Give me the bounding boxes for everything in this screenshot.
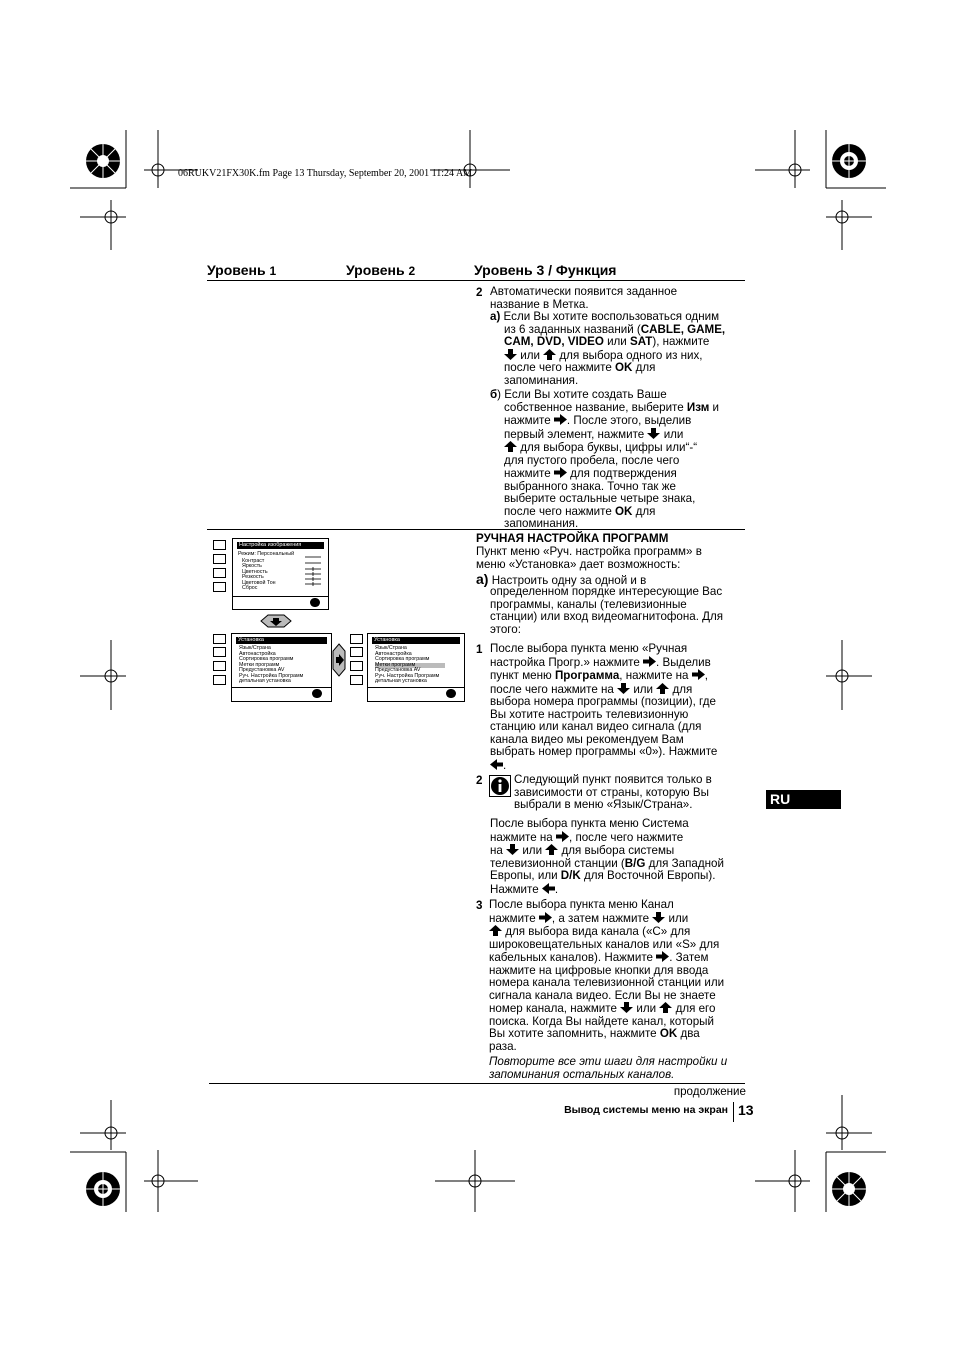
up-arrow-icon: [545, 844, 558, 855]
setup-menu-screen-selected: [367, 633, 465, 702]
right-arrow-icon: [556, 831, 569, 842]
option-b: б) Если Вы хотите создать Ваше: [490, 388, 667, 401]
timer-icon: [213, 661, 226, 671]
menu-item: Предустановка AV: [239, 667, 285, 673]
option-a-continued: из 6 заданных названий (CABLE, GAME, CAM, DVD, VIDEO или SAT), нажмите или для выбора одного из них, после чего нажмите OK для запоминания.: [504, 322, 726, 387]
menu-title: Установка: [372, 637, 460, 644]
menu-item: Предустановка AV: [375, 667, 421, 673]
file-info: 06RUKV21FX30K.fm Page 13 Thursday, September 20, 2001 11:24 AM: [178, 168, 473, 179]
menu-item: Руч. Настройка Программ: [375, 672, 440, 679]
info-icon: [489, 775, 511, 797]
footer-divider: [733, 1102, 734, 1122]
section-rule: [207, 529, 745, 530]
level3-heading: Уровень 3 / Функция: [474, 262, 617, 278]
sound-icon: [213, 647, 226, 657]
ok-badge-icon: [446, 689, 456, 698]
step2-text: Автоматически появится заданное название в Метка.: [490, 285, 678, 311]
setup-icon: [213, 582, 226, 592]
down-arrow-icon: [647, 428, 660, 439]
option-a-manual-continued: определенном порядке интересующие Вас программы, каналы (телевизионные станции) или вход видеомагнитофона. Для этого:: [490, 585, 724, 636]
step-number: 1: [476, 643, 483, 656]
sound-icon: [350, 647, 363, 657]
setup-icon: [350, 675, 363, 685]
menu-item: детальная установка: [239, 678, 291, 684]
section-title: РУЧНАЯ НАСТРОЙКА ПРОГРАММ: [476, 532, 669, 545]
menu-item: Контраст: [242, 557, 265, 564]
header-rule: [207, 280, 745, 281]
menu-item: Язык/Страна: [239, 645, 271, 651]
menu-item: Автонастройка: [375, 650, 412, 657]
menu-item: Резкость: [242, 574, 264, 580]
step-number: 2: [476, 286, 483, 299]
right-arrow-icon: [656, 951, 669, 962]
menu-item: Автонастройка: [239, 650, 276, 657]
footer-section-title: Вывод системы меню на экран: [564, 1104, 728, 1116]
setup-menu-screen: [231, 633, 332, 702]
page-number: 13: [738, 1102, 754, 1118]
menu-item: детальная установка: [375, 678, 427, 684]
menu-item: Руч. Настройка Программ: [239, 672, 304, 679]
right-arrow-icon: [643, 656, 656, 667]
picture-icon: [213, 634, 226, 644]
step-number: 2: [476, 774, 483, 787]
picture-menu-screen: [232, 538, 329, 610]
menu-item: Сброс: [242, 585, 258, 591]
up-arrow-icon: [656, 683, 669, 694]
menu-item: Сортировка программ: [375, 656, 430, 662]
menu-item: Язык/Страна: [375, 645, 407, 651]
menu-item: Яркость: [242, 563, 262, 569]
menu-item: Цветность: [242, 568, 268, 575]
timer-icon: [213, 568, 226, 578]
down-arrow-icon: [620, 1002, 633, 1013]
up-arrow-icon: [504, 441, 517, 452]
level2-heading: Уровень 2: [346, 262, 416, 278]
right-arrow-icon: [692, 669, 705, 680]
menu-item: Метки программ: [239, 661, 280, 668]
menu-title: Настройка изображения: [237, 542, 324, 549]
ok-badge-icon: [310, 598, 320, 607]
up-arrow-icon: [659, 1002, 672, 1013]
menu-item: Сортировка программ: [239, 656, 294, 662]
option-b-continued: собственное название, выберите Изм и нажмите . После этого, выделив первый элемент, нажмите или для выбора буквы, цифры или“-“ для пустого пробела, после чего нажмите для подтверждения выбранного знака. Точно так же выберите остальные четыре знака, после чего нажмите OK для запоминания.: [504, 400, 719, 530]
footer-rule: [209, 1083, 745, 1084]
up-arrow-icon: [543, 349, 556, 360]
down-joystick-icon: [258, 614, 294, 628]
step1-text: После выбора пункта меню «Ручная настройка Прогр.» нажмите . Выделив пункт меню Программа, нажмите на , после чего нажмите на или для выбора номера программы (позиции), где Вы хотите настроить телевизионную станцию или канал видео сигнала (для канала видео мы рекомендуем Вам выбрать номер программы «0»). Нажмите .: [490, 642, 718, 772]
left-arrow-icon: [542, 883, 555, 894]
picture-icon: [350, 634, 363, 644]
down-arrow-icon: [506, 844, 519, 855]
menu-item: Цветовой Тон: [242, 579, 276, 586]
up-arrow-icon: [489, 925, 502, 936]
right-arrow-icon: [554, 467, 567, 478]
section-intro: Пункт меню «Руч. настройка программ» в меню «Установка» дает возможность:: [476, 545, 702, 571]
right-arrow-icon: [539, 912, 552, 923]
menu-title: Установка: [236, 637, 327, 644]
left-arrow-icon: [490, 759, 503, 770]
setup-icon: [213, 675, 226, 685]
down-arrow-icon: [504, 349, 517, 360]
repeat-note: Повторите все эти шаги для настройки и запоминания остальных каналов.: [489, 1055, 728, 1081]
option-a-manual: a) Настроить одну за одной и в: [476, 571, 647, 587]
down-arrow-icon: [617, 683, 630, 694]
ok-badge-icon: [312, 689, 322, 698]
menu-item: Режим: Персональный: [238, 551, 295, 557]
down-arrow-icon: [652, 912, 665, 923]
continued-label: продолжение: [673, 1085, 746, 1098]
timer-icon: [350, 661, 363, 671]
level1-heading: Уровень 1: [207, 262, 277, 278]
step3-text: После выбора пункта меню Канал нажмите , а затем нажмите или для выбора вида канала («C» для широковещательных каналов или «S» для кабельных каналов). Нажмите . Затем нажмите на цифровые кнопки для ввода номера канала телевизионной станции или сигнала канала видео. Если Вы не знаете номер канала, нажмите или для его поиска. Когда Вы найдете канал, который Вы хотите запомнить, нажмите OK два раза.: [489, 898, 725, 1053]
right-joystick-icon: [332, 643, 346, 677]
step2-note: Следующий пункт появится только в зависимости от страны, которую Вы выбрали в меню «Язык/Страна».: [514, 773, 712, 811]
language-tab: RU: [766, 790, 841, 809]
step2-text: После выбора пункта меню Система нажмите на , после чего нажмите на или для выбора системы телевизионной станции (B/G для Западной Европы, или D/K для Восточной Европы). Нажмите .: [490, 817, 724, 896]
sound-icon: [213, 554, 226, 564]
right-arrow-icon: [554, 414, 567, 425]
slider-bars: [303, 553, 325, 593]
step-number: 3: [476, 899, 483, 912]
option-a: a) Если Вы хотите воспользоваться одним: [490, 310, 720, 323]
menu-item: Метки программ: [375, 663, 445, 669]
picture-icon: [213, 540, 226, 550]
